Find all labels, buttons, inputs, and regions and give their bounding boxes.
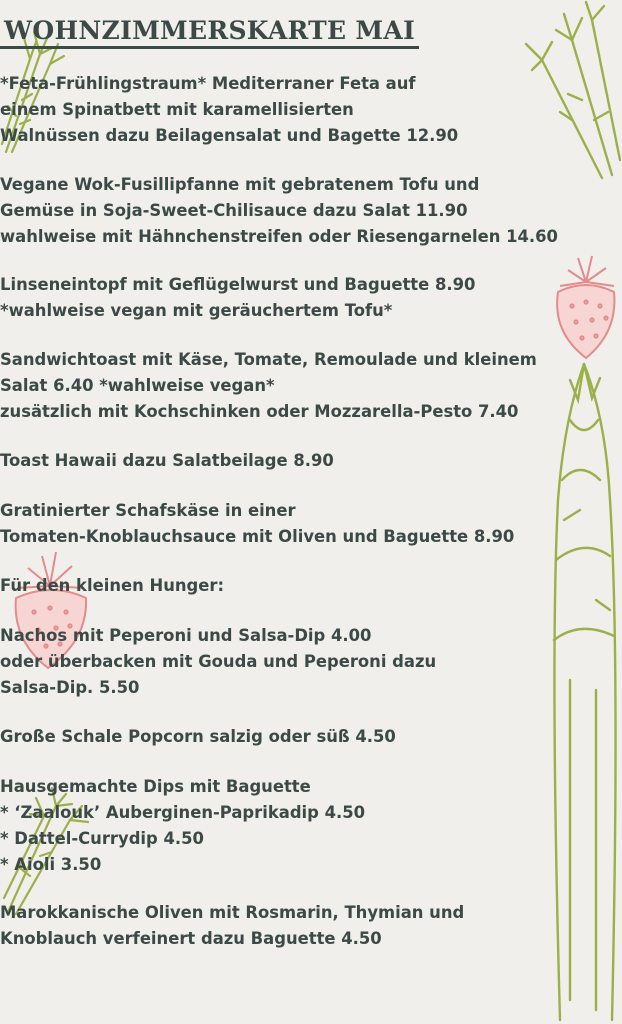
menu-item-popcorn: Große Schale Popcorn salzig oder süß 4.50	[0, 727, 396, 746]
menu-item-schafskaese: Gratinierter Schafskäse in einer Tomaten-Knoblauchsauce mit Oliven und Baguette 8.90	[0, 501, 515, 546]
menu-title: WOHNZIMMERSKARTE MAI	[0, 16, 622, 45]
menu-item-nachos: Nachos mit Peperoni und Salsa-Dip 4.00 oder überbacken mit Gouda und Peperoni dazu Salsa-Dip. 5.50	[0, 626, 437, 697]
menu-item-sandwichtoast: Sandwichtoast mit Käse, Tomate, Remoulade und kleinem Salat 6.40 *wahlweise vegan* zusätzlich mit Kochschinken oder Mozzarella-Pesto 7.40	[0, 350, 537, 421]
menu-item-oliven: Marokkanische Oliven mit Rosmarin, Thymian und Knoblauch verfeinert dazu Baguette 4.50	[0, 903, 465, 948]
menu-item-feta: *Feta-Frühlingstraum* Mediterraner Feta auf einem Spinatbett mit karamellisierten Walnüssen dazu Beilagensalat und Bagette 12.90	[0, 74, 459, 145]
section-heading-kleiner-hunger: Für den kleinen Hunger:	[0, 576, 225, 595]
menu-item-toast-hawaii: Toast Hawaii dazu Salatbeilage 8.90	[0, 451, 334, 470]
menu-item-linseneintopf: Linseneintopf mit Geflügelwurst und Baguette 8.90 *wahlweise vegan mit geräuchertem Tofu*	[0, 275, 476, 320]
menu-item-wok-fusilli: Vegane Wok-Fusillipfanne mit gebratenem Tofu und Gemüse in Soja-Sweet-Chilisauce dazu Salat 11.90 wahlweise mit Hähnchenstreifen oder Riesengarnelen 14.60	[0, 175, 558, 246]
menu-item-dips: Hausgemachte Dips mit Baguette * ‘Zaalouk’ Auberginen-Paprikadip 4.50 * Dattel-Currydip 4.50 * Aioli 3.50	[0, 777, 366, 874]
